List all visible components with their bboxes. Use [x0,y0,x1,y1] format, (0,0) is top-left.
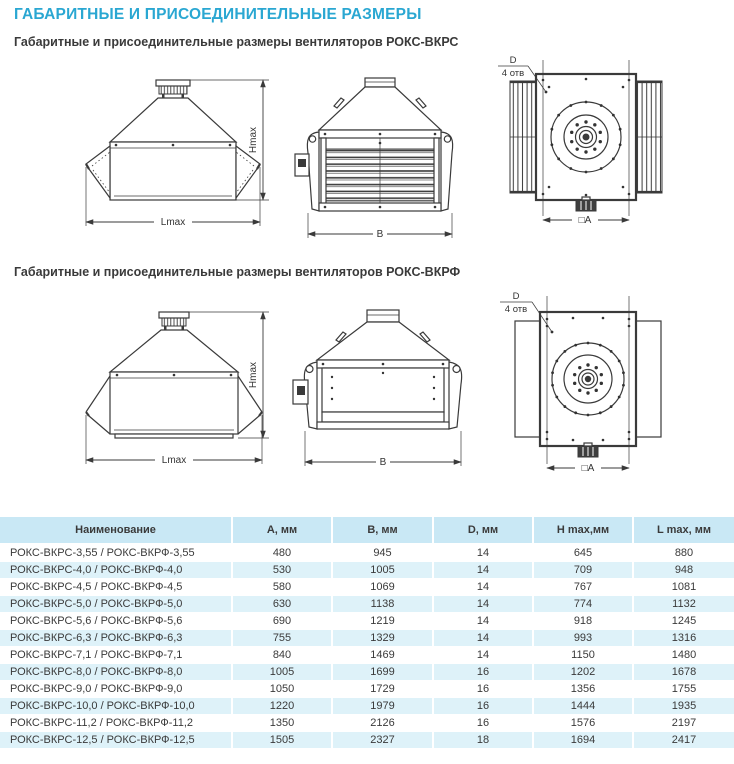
fan-side-view [293,310,462,429]
vkrf-side-view-drawing [289,288,474,498]
value-cell: 1220 [232,697,332,714]
model-name-cell: РОКС-ВКРС-7,1 / РОКС-ВКРФ-7,1 [0,646,232,663]
value-cell: 1729 [332,680,433,697]
model-name-cell: РОКС-ВКРС-12,5 / РОКС-ВКРФ-12,5 [0,731,232,748]
value-cell: 774 [533,595,633,612]
column-header: L max, мм [633,517,734,544]
value-cell: 14 [433,612,533,629]
value-cell: 1694 [533,731,633,748]
value-cell: 1699 [332,663,433,680]
d-label: D [509,55,517,66]
table-row [0,578,734,595]
b-dimension [305,431,461,468]
vkrs-drawings-row [0,54,734,254]
square-a-dimension [543,213,629,226]
column-header: Наименование [0,517,232,544]
value-cell: 1050 [232,680,332,697]
hmax-label: Hmax [248,126,259,154]
vkrf-front-view-drawing [70,288,275,498]
value-cell: 2197 [633,714,734,731]
model-name-cell: РОКС-ВКРС-5,6 / РОКС-ВКРФ-5,6 [0,612,232,629]
fan-top-view [515,296,661,464]
table-row [0,663,734,680]
model-name-cell: РОКС-ВКРС-4,5 / РОКС-ВКРФ-4,5 [0,578,232,595]
value-cell: 1219 [332,612,433,629]
value-cell: 880 [633,544,734,561]
fan-front-view [86,312,262,438]
value-cell: 1678 [633,663,734,680]
value-cell: 1755 [633,680,734,697]
value-cell: 2417 [633,731,734,748]
d-label: D [512,291,520,302]
vkrf-top-view-drawing [488,288,693,503]
table-row [0,697,734,714]
value-cell: 1329 [332,629,433,646]
fan-side-view [295,78,453,211]
value-cell: 16 [433,663,533,680]
table-row [0,629,734,646]
b-dimension [308,213,452,240]
value-cell: 14 [433,629,533,646]
table-row [0,646,734,663]
value-cell: 1444 [533,697,633,714]
value-cell: 1138 [332,595,433,612]
value-cell: 1005 [232,663,332,680]
value-cell: 14 [433,544,533,561]
value-cell: 1081 [633,578,734,595]
value-cell: 14 [433,578,533,595]
dimensions-table [0,517,734,749]
value-cell: 1245 [633,612,734,629]
table-row [0,544,734,561]
value-cell: 14 [433,561,533,578]
hmax-label: Hmax [248,361,259,389]
value-cell: 1505 [232,731,332,748]
value-cell: 1202 [533,663,633,680]
model-name-cell: РОКС-ВКРС-4,0 / РОКС-ВКРФ-4,0 [0,561,232,578]
value-cell: 709 [533,561,633,578]
column-header: А, мм [232,517,332,544]
value-cell: 16 [433,680,533,697]
lmax-label: Lmax [160,217,186,228]
table-row [0,731,734,748]
section-vkrf-subtitle: Габаритные и присоединительные размеры вентиляторов РОКС-ВКРФ [14,265,461,279]
value-cell: 1979 [332,697,433,714]
value-cell: 1350 [232,714,332,731]
table-row [0,561,734,578]
model-name-cell: РОКС-ВКРС-9,0 / РОКС-ВКРФ-9,0 [0,680,232,697]
value-cell: 2327 [332,731,433,748]
value-cell: 767 [533,578,633,595]
value-cell: 993 [533,629,633,646]
table-header-row [0,517,734,544]
value-cell: 945 [332,544,433,561]
value-cell: 755 [232,629,332,646]
value-cell: 18 [433,731,533,748]
value-cell: 1469 [332,646,433,663]
b-label: B [376,229,384,240]
table-row [0,680,734,697]
column-header: В, мм [332,517,433,544]
holes-count-label: 4 отв [501,68,525,79]
square-a-label: □A [581,463,595,474]
value-cell: 2126 [332,714,433,731]
value-cell: 1935 [633,697,734,714]
vkrf-drawings-row [0,288,734,503]
model-name-cell: РОКС-ВКРС-8,0 / РОКС-ВКРФ-8,0 [0,663,232,680]
column-header: D, мм [433,517,533,544]
model-name-cell: РОКС-ВКРС-10,0 / РОКС-ВКРФ-10,0 [0,697,232,714]
square-a-label: □A [578,215,592,226]
model-name-cell: РОКС-ВКРС-11,2 / РОКС-ВКРФ-11,2 [0,714,232,731]
holes-count-label: 4 отв [504,304,528,315]
section-vkrs-subtitle: Габаритные и присоединительные размеры вентиляторов РОКС-ВКРС [14,35,459,49]
value-cell: 1005 [332,561,433,578]
value-cell: 645 [533,544,633,561]
value-cell: 1132 [633,595,734,612]
table-row [0,595,734,612]
value-cell: 1576 [533,714,633,731]
value-cell: 14 [433,595,533,612]
value-cell: 530 [232,561,332,578]
table-row [0,612,734,629]
model-name-cell: РОКС-ВКРС-3,55 / РОКС-ВКРФ-3,55 [0,544,232,561]
table-row [0,714,734,731]
square-a-dimension [547,461,629,474]
column-header: Н max,мм [533,517,633,544]
value-cell: 16 [433,714,533,731]
page [0,6,734,749]
lmax-label: Lmax [161,455,187,466]
vkrs-top-view-drawing [488,54,693,254]
value-cell: 1150 [533,646,633,663]
value-cell: 1069 [332,578,433,595]
fan-top-view [510,60,662,216]
page-title: ГАБАРИТНЫЕ И ПРИСОЕДИНИТЕЛЬНЫЕ РАЗМЕРЫ [14,6,422,23]
value-cell: 840 [232,646,332,663]
value-cell: 1480 [633,646,734,663]
model-name-cell: РОКС-ВКРС-6,3 / РОКС-ВКРФ-6,3 [0,629,232,646]
b-label: B [379,457,387,468]
value-cell: 480 [232,544,332,561]
value-cell: 14 [433,646,533,663]
value-cell: 580 [232,578,332,595]
vkrs-side-view-drawing [289,54,474,250]
value-cell: 1356 [533,680,633,697]
fan-front-view [86,80,260,200]
value-cell: 630 [232,595,332,612]
value-cell: 948 [633,561,734,578]
value-cell: 918 [533,612,633,629]
vkrs-front-view-drawing [70,54,275,250]
value-cell: 16 [433,697,533,714]
value-cell: 690 [232,612,332,629]
model-name-cell: РОКС-ВКРС-5,0 / РОКС-ВКРФ-5,0 [0,595,232,612]
value-cell: 1316 [633,629,734,646]
